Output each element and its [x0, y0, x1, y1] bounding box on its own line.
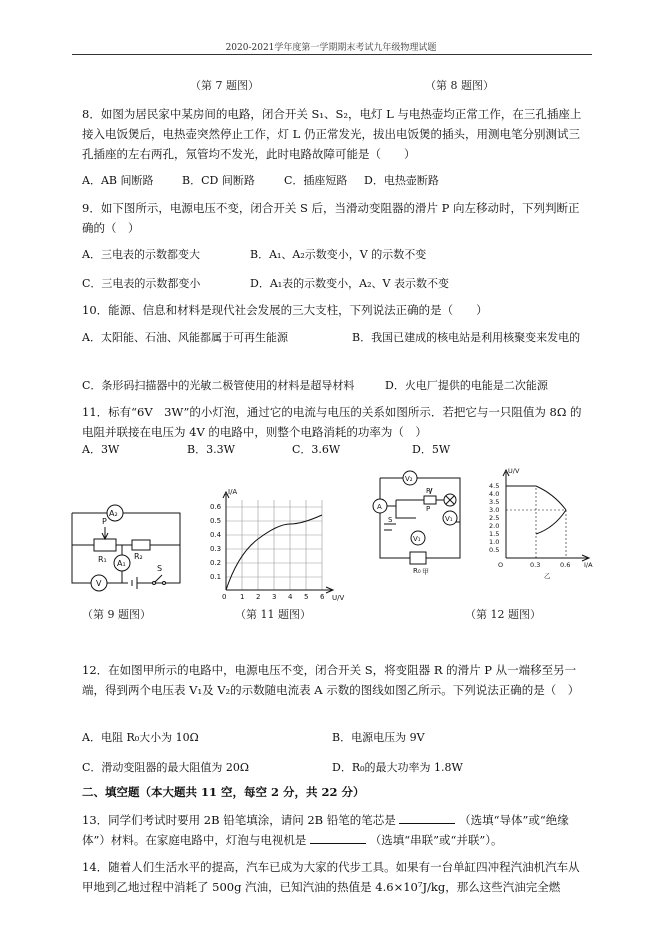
fig11-xtick: 3 [272, 593, 277, 601]
fig12a-label-v1-lower: V₁ [413, 535, 421, 543]
q13-text-2: （选填“导体”或“绝缘体”）材料。在家庭电路中，灯泡与电视机是 [82, 813, 569, 847]
fig9-circuit [62, 493, 192, 593]
fig12a-label-a: A [377, 503, 382, 511]
caption-fig12: （第 12 题图） [465, 608, 541, 621]
q11-option-d: D．5W [412, 443, 451, 456]
fig12a-caption: 甲 [422, 568, 429, 576]
header-divider [72, 54, 592, 55]
q9-option-c: C．三电表的示数都变小 [82, 277, 201, 290]
fig12b-ytick: 4.5 [489, 482, 500, 490]
fig12b-ytick: 0.5 [489, 546, 500, 554]
q9-option-a: A．三电表的示数都变大 [82, 248, 200, 261]
question-13 [82, 810, 587, 850]
q13-text-3: （选填“串联”或“并联”）。 [369, 833, 503, 847]
q8-option-d: D．电热壶断路 [364, 174, 439, 187]
fig12b-ytick: 3.0 [489, 506, 500, 514]
q10-option-a: A．太阳能、石油、风能都属于可再生能源 [82, 331, 288, 344]
fig11-ylabel: I/A [228, 488, 238, 496]
fig11-xlabel: U/V [332, 594, 345, 602]
caption-fig7: （第 7 题图） [190, 79, 259, 92]
q12-option-a: A．电阻 R₀大小为 10Ω [82, 731, 199, 744]
q12-option-c: C．滑动变阻器的最大阻值为 20Ω [82, 761, 250, 774]
fig9-label-p: P [102, 517, 107, 526]
caption-fig11: （第 11 题图） [235, 608, 311, 621]
caption-fig9: （第 9 题图） [82, 608, 151, 621]
question-8 [82, 104, 587, 164]
fig9-label-a2: A₂ [109, 509, 118, 518]
fig11-xtick: 5 [304, 593, 309, 601]
q10-option-d: D．火电厂提供的电能是二次能源 [385, 379, 548, 392]
question-9-stem: 9．如下图所示，电源电压不变，闭合开关 S 后，当滑动变阻器的滑片 P 向左移动时，下列判断正确的（ ） [82, 201, 580, 235]
q11-option-a: A．3W [82, 443, 120, 456]
question-14-stem: 14．随着人们生活水平的提高，汽车已成为大家的代步工具。如果有一台单缸四冲程汽油机汽车从甲地到乙地过程中消耗了 500g 汽油，已知汽油的热值是 4.6×10⁷J/kg，那么这些汽油完全燃 [82, 860, 580, 894]
fig12b-ytick: 2.5 [489, 514, 500, 522]
fig12b-origin: O [498, 561, 504, 569]
fig12b-ytick: 4.0 [489, 490, 500, 498]
q9-option-b: B．A₁、A₂示数变小，V 的示数不变 [250, 248, 427, 261]
q10-option-c: C．条形码扫描器中的光敏二极管使用的材料是超导材料 [82, 379, 355, 392]
fig12b-xtick: 0.3 [530, 561, 541, 569]
fig12b-ytick: 1.0 [489, 538, 500, 546]
fig9-label-r2: R₂ [134, 552, 143, 561]
question-8-stem: 8．如图为居民家中某房间的电路，闭合开关 S₁、S₂，电灯 L 与电热壶均正常工作，在三孔插座上接入电饭煲后，电热壶突然停止工作，灯 L 仍正常发光，拔出电饭煲的插头，用测电笔分别测试三孔插座的左右两孔，氖管均不发光，此时电路故障可能是（ ） [82, 107, 582, 161]
fig12b-ytick: 3.5 [489, 498, 500, 506]
q8-option-c: C．插座短路 [284, 174, 348, 187]
fig11-xtick: 1 [240, 593, 245, 601]
q12-option-d: D．R₀的最大功率为 1.8W [332, 761, 463, 774]
fig11-ytick: 0.3 [210, 545, 222, 553]
fig12a-label-r: R [426, 487, 431, 495]
q9-option-d: D．A₁表的示数变小，A₂、V 表示数不变 [250, 277, 449, 290]
caption-fig8: （第 8 题图） [425, 79, 494, 92]
question-11-stem: 11．标有“6V 3W”的小灯泡，通过它的电流与电压的关系如图所示．若把它与一只阻值为 8Ω 的电阻并联接在电压为 4V 的电路中，则整个电路消耗的功率为（ ） [82, 405, 582, 439]
q11-option-b: B．3.3W [187, 443, 235, 456]
fig12b-ytick: 1.5 [489, 530, 500, 538]
fig9-label-a1: A₁ [117, 559, 126, 568]
fig9-label-s: S [157, 564, 163, 573]
fig11-xtick: 2 [256, 593, 261, 601]
fig12b-ytick: 2.0 [489, 522, 500, 530]
fig12a-label-r0: R₀ [413, 567, 421, 575]
q8-option-b: B．CD 间断路 [182, 174, 255, 187]
fig12a-label-s: S [388, 516, 393, 524]
q13-blank-1[interactable] [399, 811, 455, 824]
q12-option-b: B．电源电压为 9V [332, 731, 425, 744]
fig12b-caption: 乙 [544, 572, 551, 580]
fig12b-graph [484, 466, 596, 582]
fig9-label-r1: R₁ [98, 555, 107, 564]
fig11-xtick: 4 [288, 593, 293, 601]
fig12a-label-v2: V₂ [405, 475, 413, 483]
fig11-graph [208, 482, 352, 604]
fig12a-label-v1: V₁ [445, 515, 453, 523]
fig12b-xlabel: I/A [584, 561, 593, 569]
fig11-ytick: 0.2 [210, 559, 222, 567]
q8-option-a: A．AB 间断路 [82, 174, 154, 187]
fig11-ytick: 0.6 [210, 503, 222, 511]
q11-option-c: C．3.6W [292, 443, 341, 456]
fig12a-circuit [366, 466, 474, 576]
fig12a-label-p: P [426, 505, 431, 513]
page-header: 2020-2021学年度第一学期期末考试九年级物理试题 [225, 43, 437, 53]
q13-blank-2[interactable] [310, 831, 366, 844]
fig9-label-v: V [96, 579, 102, 588]
fig11-ytick: 0.1 [210, 573, 222, 581]
fig12b-ylabel: U/V [508, 467, 520, 475]
fig11-ytick: 0.5 [210, 517, 222, 525]
question-12-stem: 12．在如图甲所示的电路中，电源电压不变，闭合开关 S，将变阻器 R 的滑片 P 从一端移至另一端，得到两个电压表 V₁及 V₂的示数随电流表 A 示数的图线如图乙所示。下列说法正确的是（ ） [82, 663, 580, 697]
fig11-xtick: 6 [320, 593, 325, 601]
fig11-xtick: 0 [222, 593, 227, 601]
q10-option-b: B．我国已建成的核电站是利用核聚变来发电的 [352, 331, 581, 344]
q13-text-1: 13．同学们考试时要用 2B 铅笔填涂，请问 2B 铅笔的笔芯是 [82, 813, 396, 827]
fig11-ytick: 0.4 [210, 531, 222, 539]
fig12b-xtick: 0.6 [560, 561, 571, 569]
section-2-title: 二、填空题（本大题共 11 空，每空 2 分，共 22 分） [82, 785, 365, 799]
question-10-stem: 10．能源、信息和材料是现代社会发展的三大支柱，下列说法正确的是（ ） [82, 303, 488, 317]
